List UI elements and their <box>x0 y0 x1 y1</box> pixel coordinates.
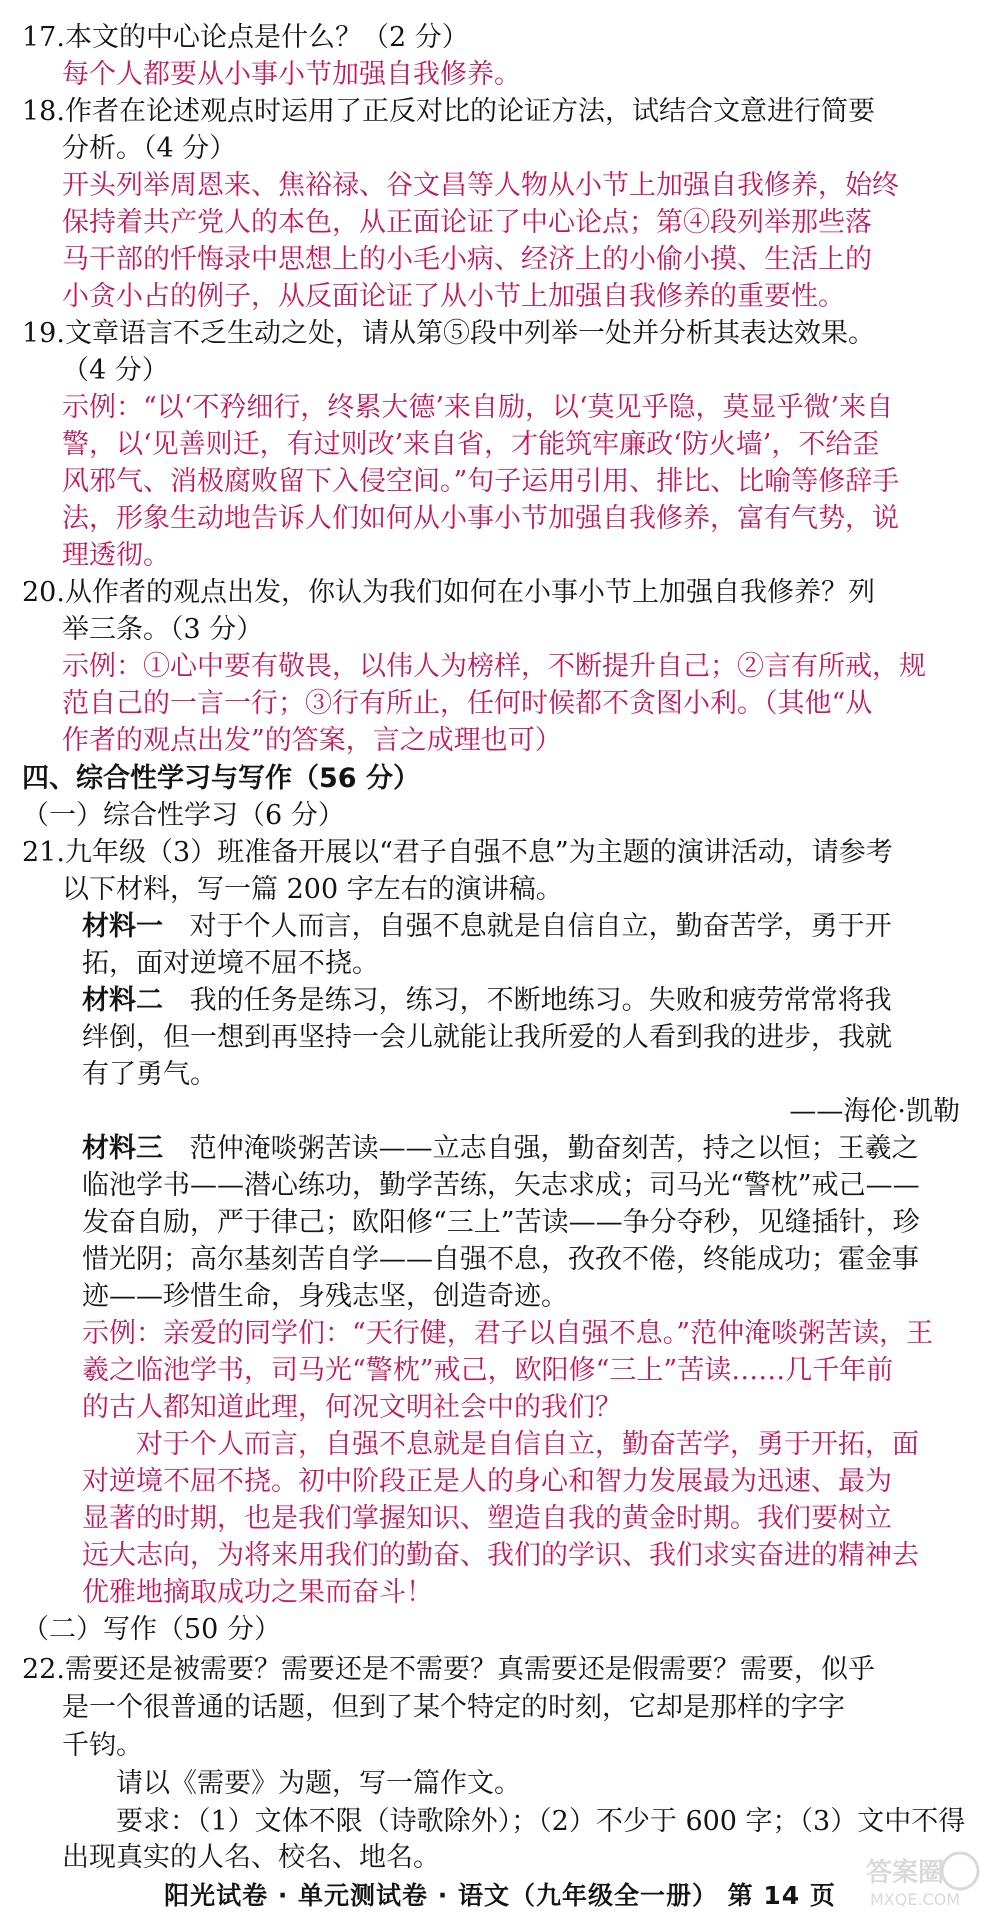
q22-question-line: 是一个很普通的话题，但到了某个特定的时刻，它却是那样的字字 <box>62 1692 845 1723</box>
q18-answer-line: 开头列举周恩来、焦裕禄、谷文昌等人物从小节上加强自我修养，始终 <box>62 170 899 201</box>
watermark-url: MXQE.COM <box>870 1890 961 1909</box>
q18-answer-line: 马干部的忏悔录中思想上的小毛小病、经济上的小偷小摸、生活上的 <box>62 244 872 275</box>
material-1-label: 材料一 <box>82 911 163 942</box>
q19-question-line: 19.文章语言不乏生动之处，请从第⑤段中列举一处并分析其表达效果。 <box>22 318 875 349</box>
q20-question-line: 20.从作者的观点出发，你认为我们如何在小事小节上加强自我修养？列 <box>22 577 875 608</box>
q19-answer-line: 风邪气、消极腐败留下入侵空间。”句子运用引用、排比、比喻等修辞手 <box>62 466 900 497</box>
q21-answer-line: 对于个人而言，自强不息就是自信自立，勤奋苦学，勇于开拓，面 <box>136 1429 919 1460</box>
q22-question-line: 千钧。 <box>62 1730 143 1761</box>
q19-answer-line: 示例：“以‘不矜细行，终累大德’来自励，以‘莫见乎隐，莫显乎微’来自 <box>62 392 894 423</box>
q21-answer-line: 羲之临池学书，司马光“警枕”戒己，欧阳修“三上”苦读……几千年前 <box>82 1355 894 1386</box>
q21-question-line: 以下材料，写一篇 200 字左右的演讲稿。 <box>62 874 563 905</box>
q18-answer-line: 保持着共产党人的本色，从正面论证了中心论点；第④段列举那些落 <box>62 207 872 238</box>
material-3-line <box>82 1131 919 1167</box>
material-2-line: 有了勇气。 <box>82 1059 217 1090</box>
q18-answer-line: 小贪小占的例子，从反面论证了从小节上加强自我修养的重要性。 <box>62 281 845 312</box>
q20-answer-line: 范自己的一言一行；③行有所止，任何时候都不贪图小利。（其他“从 <box>62 688 873 719</box>
material-1-text: 对于个人而言，自强不息就是自信自立，勤奋苦学，勇于开 <box>189 911 892 942</box>
q19-answer-line: 理透彻。 <box>62 540 170 571</box>
q20-answer-line: 作者的观点出发”的答案，言之成理也可） <box>62 725 562 756</box>
q21-question-line: 21.九年级（3）班准备开展以“君子自强不息”为主题的演讲活动，请参考 <box>22 837 893 868</box>
watermark-logo <box>860 1845 980 1911</box>
q20-answer-line: 示例：①心中要有敬畏，以伟人为榜样，不断提升自己；②言有所戒，规 <box>62 651 926 682</box>
q18-question-line: 18.作者在论述观点时运用了正反对比的论证方法，试结合文意进行简要 <box>22 96 875 127</box>
page-footer: 阳光试卷 · 单元测试卷 · 语文（九年级全一册） 第 14 页 <box>164 1881 836 1910</box>
q21-answer-line: 示例：亲爱的同学们：“天行健，君子以自强不息。”范仲淹啖粥苦读，王 <box>82 1318 934 1349</box>
q21-answer-line: 优雅地摘取成功之果而奋斗！ <box>82 1577 433 1608</box>
q17-question: 17.本文的中心论点是什么？（2 分） <box>22 22 469 53</box>
q22-requirements-line: 出现真实的人名、校名、地名。 <box>62 1842 440 1873</box>
material-3-line: 迹——珍惜生命，身残志坚，创造奇迹。 <box>82 1281 568 1312</box>
material-2-source: ——海伦·凯勒 <box>789 1096 960 1127</box>
subsection-heading: （一）综合性学习（6 分） <box>22 800 345 831</box>
q18-question-line: 分析。（4 分） <box>62 133 237 164</box>
subsection-heading: （二）写作（50 分） <box>22 1614 281 1645</box>
material-2-text: 我的任务是练习，练习，不断地练习。失败和疲劳常常将我 <box>189 985 892 1016</box>
q17-answer: 每个人都要从小事小节加强自我修养。 <box>62 59 521 90</box>
material-1-line <box>82 909 892 945</box>
material-2-line <box>82 983 892 1019</box>
material-3-line: 惜光阴；高尔基刻苦自学——自强不息，孜孜不倦，终能成功；霍金事 <box>82 1244 919 1275</box>
q19-question-line: （4 分） <box>62 355 169 386</box>
material-3-line: 发奋自励，严于律己；欧阳修“三上”苦读——争分夺秒，见缝插针，珍 <box>82 1207 920 1238</box>
q22-instruction: 请以《需要》为题，写一篇作文。 <box>116 1768 521 1799</box>
q19-answer-line: 警，以‘见善则迁，有过则改’来自省，才能筑牢廉政‘防火墙’，不给歪 <box>62 429 880 460</box>
q22-requirements-line: 要求：（1）文体不限（诗歌除外）；（2）不少于 600 字；（3）文中不得 <box>116 1806 966 1837</box>
material-2-label: 材料二 <box>82 985 163 1016</box>
q19-answer-line: 法，形象生动地告诉人们如何从小事小节加强自我修养，富有气势，说 <box>62 503 899 534</box>
q21-answer-line: 对逆境不屈不挠。初中阶段正是人的身心和智力发展最为迅速、最为 <box>82 1466 892 1497</box>
q21-answer-line: 的古人都知道此理，何况文明社会中的我们？ <box>82 1392 622 1423</box>
material-3-label: 材料三 <box>82 1133 163 1164</box>
q21-answer-line: 显著的时期，也是我们掌握知识、塑造自我的黄金时期。我们要树立 <box>82 1503 892 1534</box>
q22-question-line: 22.需要还是被需要？需要还是不需要？真需要还是假需要？需要，似乎 <box>22 1654 875 1685</box>
material-1-line: 拓，面对逆境不屈不挠。 <box>82 948 379 979</box>
q20-question-line: 举三条。（3 分） <box>62 614 264 645</box>
q21-answer-line: 远大志向，为将来用我们的勤奋、我们的学识、我们求实奋进的精神去 <box>82 1540 919 1571</box>
material-2-line: 绊倒，但一想到再坚持一会儿就能让我所爱的人看到我的进步，我就 <box>82 1022 892 1053</box>
watermark-text: 答案圈 <box>866 1858 945 1888</box>
material-3-text: 范仲淹啖粥苦读——立志自强，勤奋刻苦，持之以恒；王羲之 <box>189 1133 919 1164</box>
section-heading: 四、综合性学习与写作（56 分） <box>22 763 420 794</box>
material-3-line: 临池学书——潜心练功，勤学苦练，矢志求成；司马光“警枕”戒己—— <box>82 1170 920 1201</box>
